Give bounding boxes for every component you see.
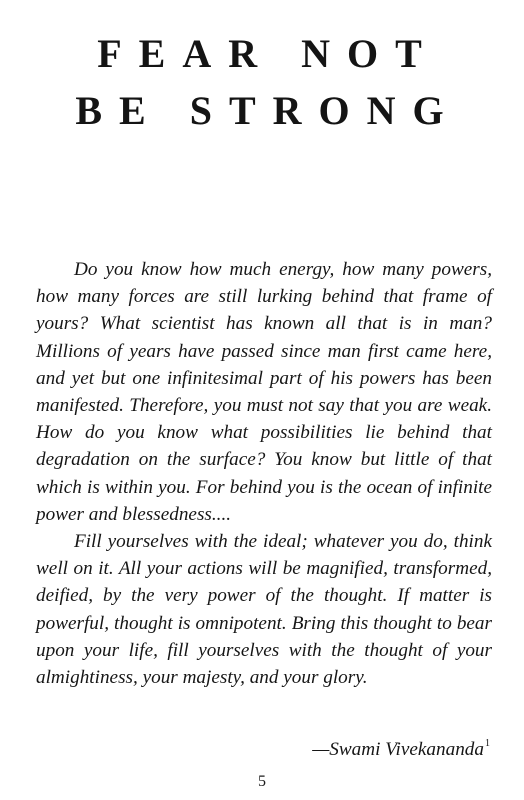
quote-body bbox=[36, 256, 492, 691]
quote-attribution bbox=[312, 739, 490, 759]
quote-paragraph-2: Fill yourselves with the ideal; whatever you do, think well on it. All your actions will be magnified, transformed, deified, by the very power of the thought. If matter is powerful, thought is omnipotent. Bring this thought to bear upon your life, fill yourselves with the thought of your almightiness, your majesty, and your glory. bbox=[36, 531, 492, 689]
page-number: 5 bbox=[258, 773, 266, 790]
footnote-marker[interactable]: 1 bbox=[485, 738, 490, 749]
quote-paragraph-1: Do you know how much energy, how many powers, how many forces are still lurking behind that frame of yours? What scientist has known all that is in man? Millions of years have passed since man first came here, and yet but one infinitesimal part of his powers has been manifested. Therefore, you must not say that you are weak. How do you know what possibilities lie behind that degradation on the surface? You know but little of that which is within you. For behind you is the ocean of infinite power and blessedness.... bbox=[36, 259, 492, 525]
attribution-author: —Swami Vivekananda bbox=[312, 739, 484, 760]
chapter-title-line-1: FEAR NOT bbox=[97, 31, 439, 76]
chapter-title-line-2: BE STRONG bbox=[75, 88, 461, 133]
